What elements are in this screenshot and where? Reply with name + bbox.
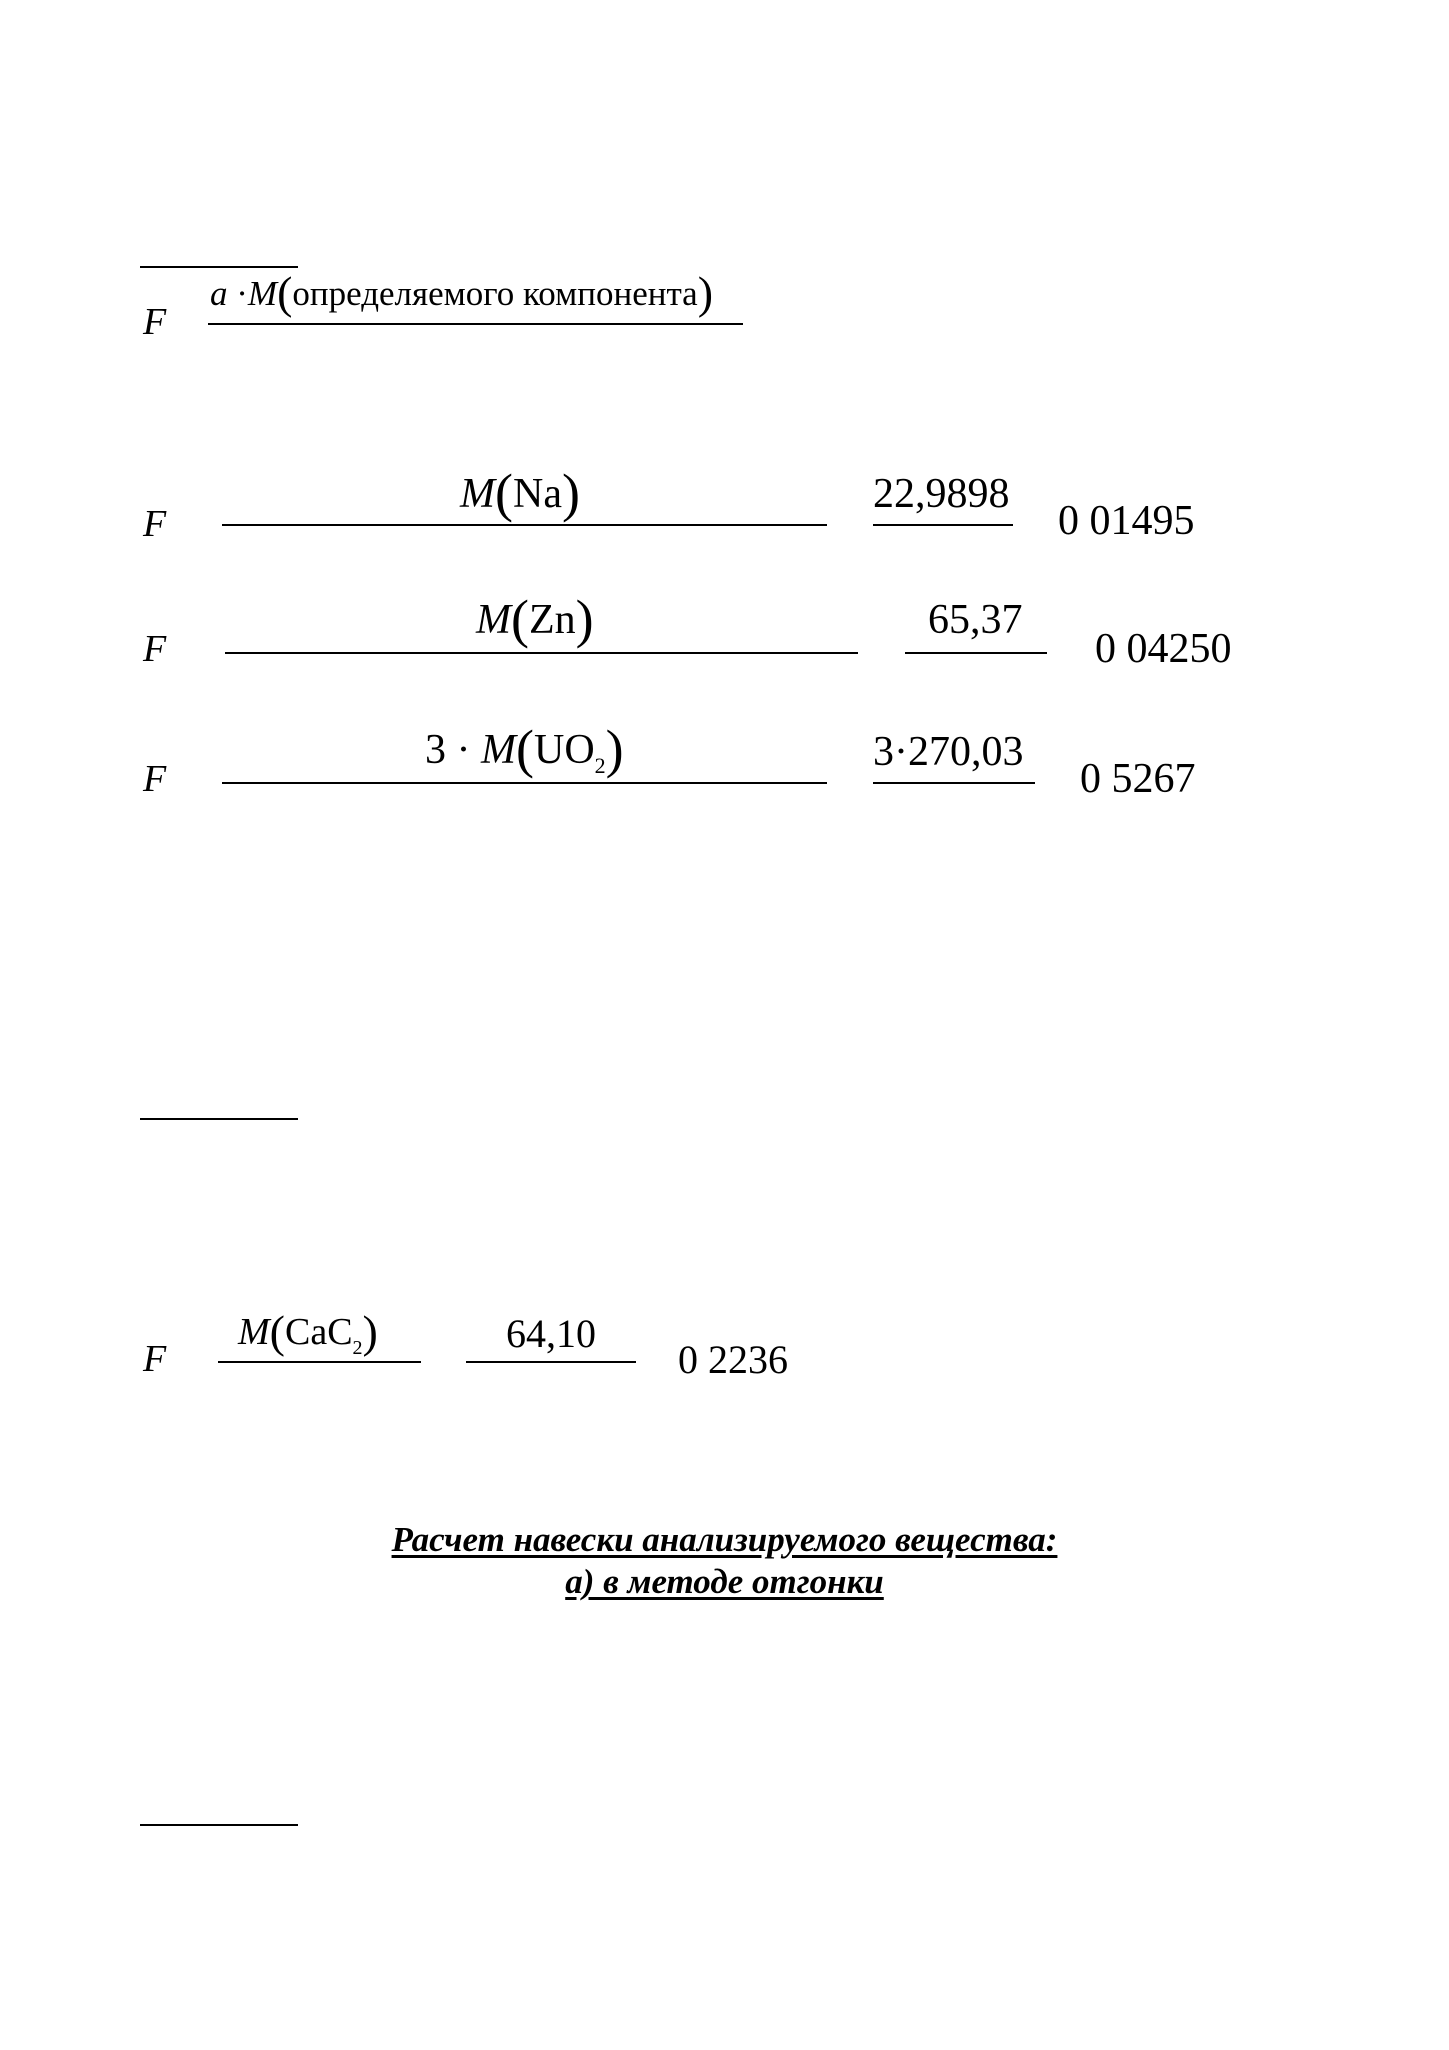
coef-a: a — [210, 274, 228, 313]
row-cac2-result: 0 2236 — [678, 1337, 788, 1382]
row-zn-value: 65,37 — [928, 597, 1023, 643]
row-zn-numerator: M(Zn) — [476, 589, 594, 649]
row-na-value: 22,9898 — [873, 471, 1010, 517]
subscript-2: 2 — [352, 1337, 363, 1359]
row-cac2-lhs: F — [143, 1338, 167, 1380]
row-uo2-result: 0 5267 — [1080, 756, 1196, 802]
formula-uo: UO — [533, 727, 595, 773]
coefficient-3: 3 — [425, 727, 446, 773]
row-uo2-value-bar — [873, 782, 1035, 784]
row-uo2-lhs: F — [143, 758, 167, 800]
dot-operator: · — [236, 274, 248, 313]
formula-zn: Zn — [528, 597, 576, 643]
row-zn-result: 0 04250 — [1095, 626, 1232, 672]
row-na-fraction-bar — [222, 524, 827, 526]
molar-mass-symbol: M — [481, 727, 516, 773]
section-heading-line1: Расчет навески анализируемого вещества: — [391, 1520, 1058, 1559]
value-coefficient-3: 3 — [873, 729, 894, 775]
row-na-result: 0 01495 — [1058, 498, 1195, 544]
row-na-value-bar — [873, 524, 1013, 526]
general-formula-fraction-bar — [208, 323, 743, 325]
separator-rule-middle — [140, 1118, 298, 1120]
component-text: определяемого компонента — [292, 274, 698, 313]
row-na-numerator: M(Na) — [460, 463, 580, 523]
row-uo2-fraction-bar — [222, 782, 827, 784]
molar-mass-symbol: M — [460, 471, 495, 517]
formula-na: Na — [512, 471, 562, 517]
row-zn-fraction-bar — [225, 652, 858, 654]
row-uo2-value: 3·270,03 — [873, 729, 1024, 775]
value-270: 270,03 — [908, 729, 1024, 775]
overline-rule-top — [140, 266, 298, 268]
formula-cac: CaC — [284, 1311, 353, 1353]
row-cac2-fraction-bar — [218, 1361, 421, 1363]
row-cac2-value: 64,10 — [506, 1311, 596, 1356]
row-zn-value-bar — [905, 652, 1047, 654]
molar-mass-symbol: M — [476, 597, 511, 643]
general-formula-numerator: a ·M(определяемого компонента) — [210, 267, 714, 318]
molar-mass-symbol: M — [238, 1311, 270, 1353]
row-cac2-value-bar — [466, 1361, 636, 1363]
row-cac2-numerator: M(CaC$_2$) — [238, 1306, 378, 1359]
subscript-2: 2 — [594, 753, 606, 778]
row-na-lhs: F — [143, 503, 167, 545]
general-formula-lhs: F — [143, 301, 167, 343]
row-uo2-numerator: $3 \cdot M(UO_2)$ — [425, 719, 624, 779]
molar-mass-symbol: M — [247, 274, 278, 313]
row-zn-lhs: F — [143, 628, 167, 670]
separator-rule-bottom — [140, 1824, 298, 1826]
section-heading-line2: а) в методе отгонки — [565, 1562, 884, 1601]
